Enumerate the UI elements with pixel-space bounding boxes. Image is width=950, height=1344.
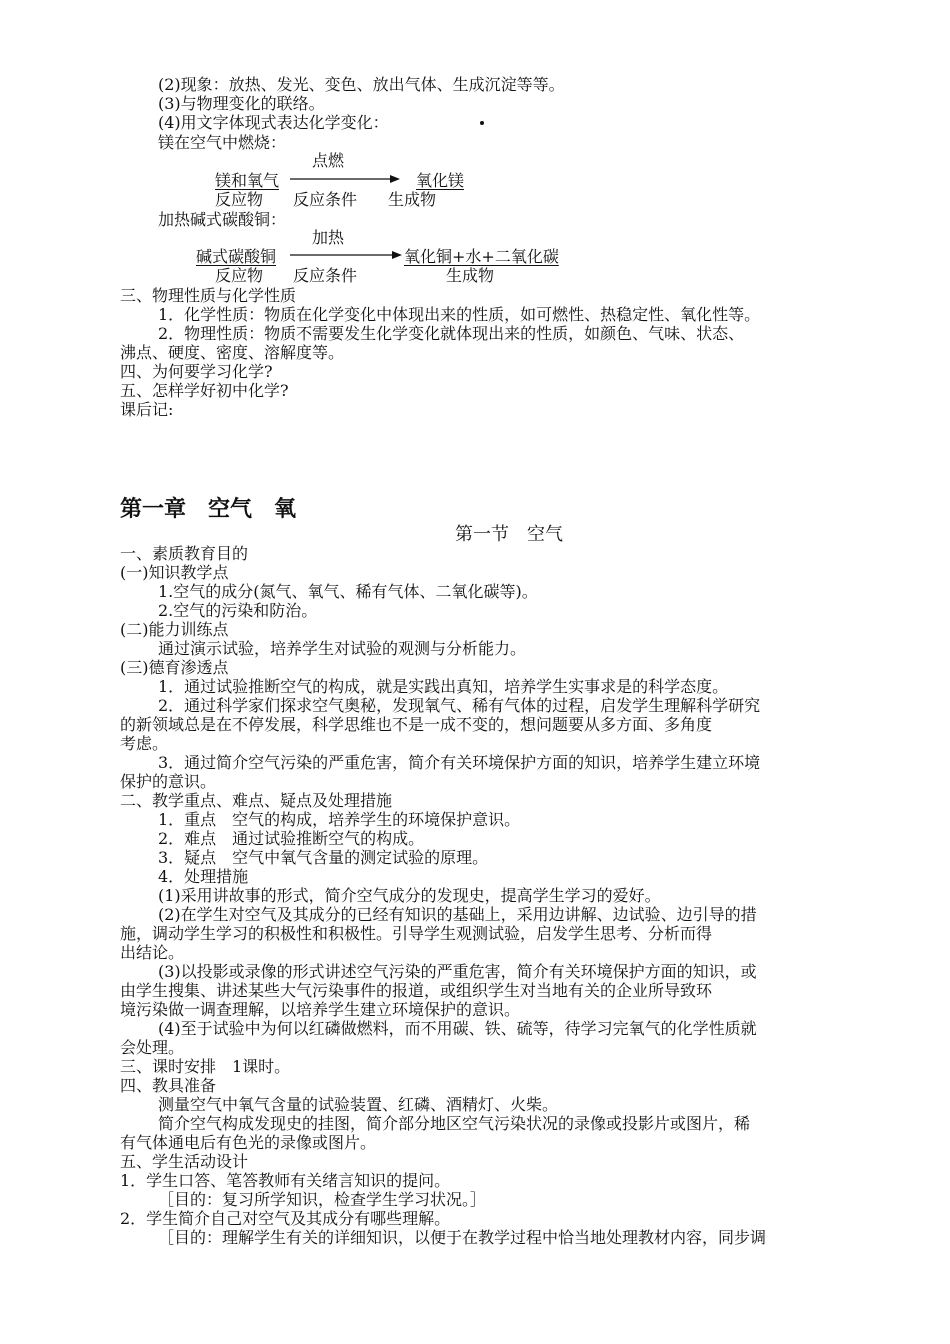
subheading: (二)能力训练点: [120, 620, 229, 639]
label-condition: 反应条件: [293, 190, 358, 209]
paragraph: 沸点、硬度、密度、溶解度等。: [120, 343, 345, 362]
text-line: (3)以投影或录像的形式讲述空气污染的严重危害，简介有关环境保护方面的知识，或: [158, 962, 757, 981]
text-line: ［目的：复习所学知识，检查学生学习状况。］: [158, 1190, 487, 1209]
text-line: (2)在学生对空气及其成分的已经有知识的基础上，采用边讲解、边试验、边引导的措: [158, 905, 757, 924]
reaction-arrow: [290, 171, 402, 191]
bullet-dot: [480, 121, 484, 125]
reaction-condition: 加热: [312, 228, 345, 247]
text-line: 境污染做一调查理解，以培养学生建立环境保护的意识。: [120, 1000, 521, 1019]
text-line: 1．重点 空气的构成，培养学生的环境保护意识。: [158, 810, 521, 829]
label-product: 生成物: [388, 190, 437, 209]
text-line: 4．处理措施: [158, 867, 249, 886]
text-line: 施，调动学生学习的积极性和积极性。引导学生观测试验，启发学生思考、分析而得: [120, 924, 713, 943]
label-product: 生成物: [446, 266, 495, 285]
text-line: ［目的：理解学生有关的详细知识，以便于在教学过程中恰当地处理教材内容，同步调: [158, 1228, 767, 1247]
text-line: (4)至于试验中为何以红磷做燃料，而不用碳、铁、硫等，待学习完氧气的化学性质就: [158, 1019, 757, 1038]
text-line: 3．疑点 空气中氧气含量的测定试验的原理。: [158, 848, 489, 867]
text-line: 会处理。: [120, 1038, 185, 1057]
text-line: 的新领域总是在不停发展，科学思维也不是一成不变的，想问题要从多方面、多角度: [120, 715, 713, 734]
label-reactant: 反应物: [215, 266, 264, 285]
text-line: (3)与物理变化的联络。: [158, 94, 325, 113]
text-line: 2.空气的污染和防治。: [158, 601, 318, 620]
reaction-arrow: [290, 247, 402, 267]
text-line: (1)采用讲故事的形式，简介空气成分的发现史，提高学生学习的爱好。: [158, 886, 661, 905]
text-line: 3．通过简介空气污染的严重危害，简介有关环境保护方面的知识，培养学生建立环境: [158, 753, 761, 772]
section-heading: 五、怎样学好初中化学?: [120, 381, 289, 400]
label-condition: 反应条件: [293, 266, 358, 285]
text-line: 由学生搜集、讲述某些大气污染事件的报道，或组织学生对当地有关的企业所导致环: [120, 981, 713, 1000]
text-line: 2．通过科学家们探求空气奥秘，发现氧气、稀有气体的过程，启发学生理解科学研究: [158, 696, 761, 715]
paragraph: 1．化学性质：物质在化学变化中体现出来的性质，如可燃性、热稳定性、氧化性等。: [158, 305, 761, 324]
reactants: 碱式碳酸铜: [196, 247, 277, 266]
text-line: 1．学生口答、笔答教师有关绪言知识的提问。: [120, 1171, 451, 1190]
text-line: 2．难点 通过试验推断空气的构成。: [158, 829, 425, 848]
text-line: 1.空气的成分(氮气、氧气、稀有气体、二氧化碳等)。: [158, 582, 538, 601]
text-line: 测量空气中氧气含量的试验装置、红磷、酒精灯、火柴。: [158, 1095, 559, 1114]
text-line: 考虑。: [120, 734, 169, 753]
text-line: 简介空气构成发现史的挂图，简介部分地区空气污染状况的录像或投影片或图片，稀: [158, 1114, 751, 1133]
heading: 四、教具准备: [120, 1076, 217, 1095]
heading: 二、教学重点、难点、疑点及处理措施: [120, 791, 393, 810]
text-line: 1．通过试验推断空气的构成，就是实践出真知，培养学生实事求是的科学态度。: [158, 677, 729, 696]
subheading: (一)知识教学点: [120, 563, 229, 582]
text-line: 通过演示试验，培养学生对试验的观测与分析能力。: [158, 639, 527, 658]
products: 氧化镁: [416, 171, 465, 190]
reactants: 镁和氧气: [215, 171, 280, 190]
text-line: 有气体通电后有色光的录像或图片。: [120, 1133, 377, 1152]
paragraph: 2．物理性质：物质不需要发生化学变化就体现出来的性质，如颜色、气味、状态、: [158, 324, 745, 343]
chapter-title: 第一章 空气 氧: [120, 496, 297, 522]
subheading: (三)德育渗透点: [120, 658, 229, 677]
notes-label: 课后记:: [120, 400, 174, 419]
text-line: (2)现象：放热、发光、变色、放出气体、生成沉淀等等。: [158, 75, 565, 94]
heading: 一、素质教育目的: [120, 544, 249, 563]
heading: 五、学生活动设计: [120, 1152, 249, 1171]
equation-title: 镁在空气中燃烧：: [158, 133, 287, 152]
text-line: (4)用文字体现式表达化学变化：: [158, 113, 389, 132]
text-line: 出结论。: [120, 943, 185, 962]
text-line: 保护的意识。: [120, 772, 217, 791]
label-reactant: 反应物: [215, 190, 264, 209]
equation-title: 加热碱式碳酸铜：: [158, 210, 287, 229]
reaction-condition: 点燃: [312, 151, 345, 170]
text-line: 2．学生简介自己对空气及其成分有哪些理解。: [120, 1209, 451, 1228]
section-heading: 四、为何要学习化学?: [120, 362, 273, 381]
products: 氧化铜+水+二氧化碳: [404, 247, 559, 266]
section-title: 第一节 空气: [455, 524, 563, 545]
section-heading: 三、物理性质与化学性质: [120, 286, 297, 305]
heading: 三、课时安排 1课时。: [120, 1057, 291, 1076]
